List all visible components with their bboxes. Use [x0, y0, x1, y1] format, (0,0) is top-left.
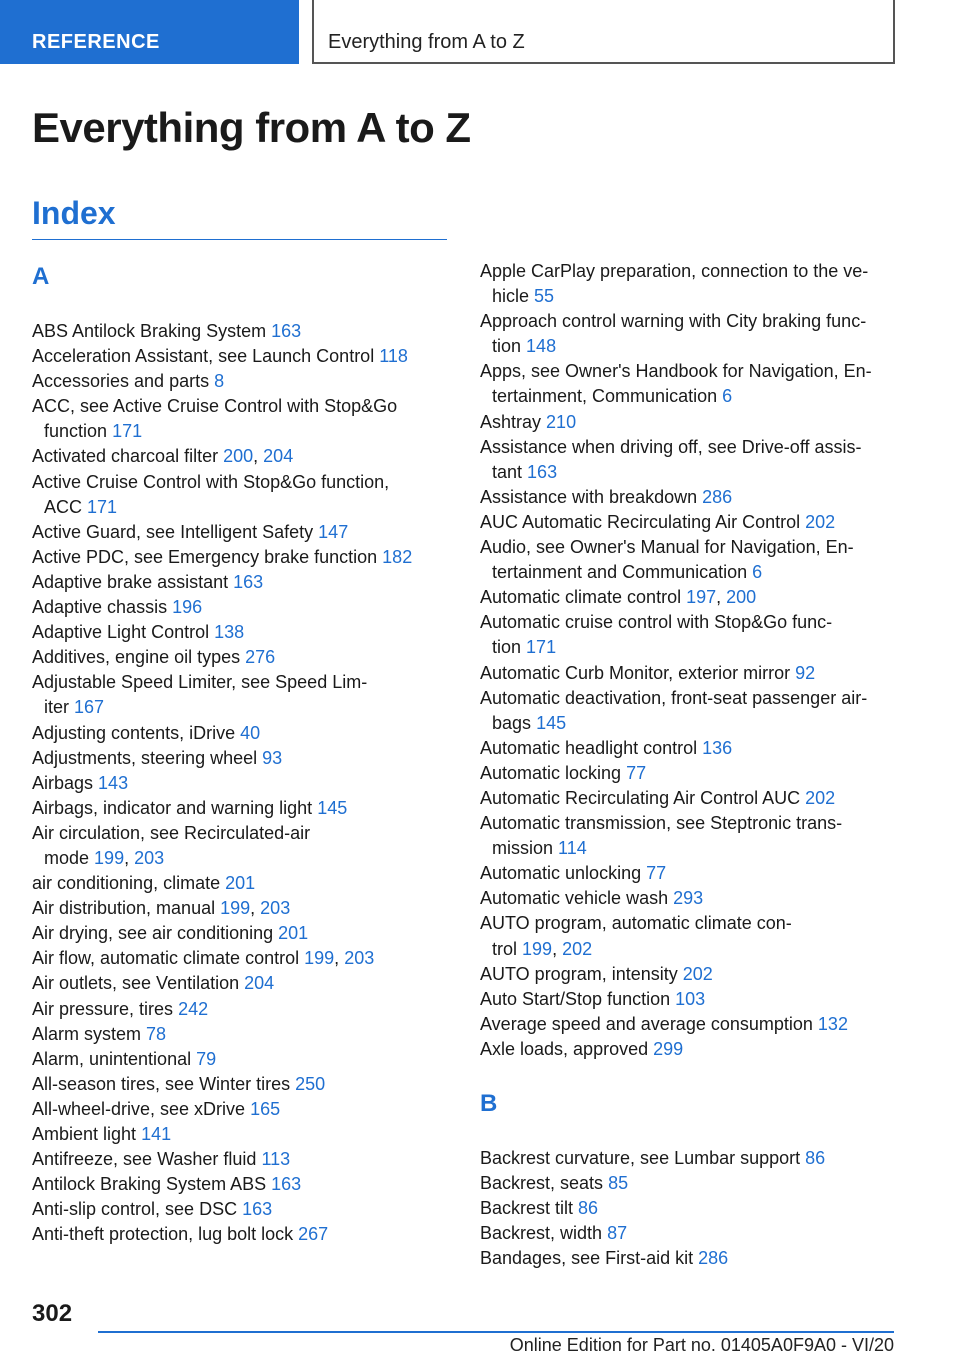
- page-reference-link[interactable]: 199: [94, 847, 125, 868]
- index-term-continued: tertainment and Communication: [492, 562, 748, 583]
- index-term: AUTO program, intensity: [480, 963, 678, 984]
- page-reference-link[interactable]: 293: [673, 888, 704, 909]
- index-entry: [480, 535, 896, 585]
- index-entry: [480, 1246, 896, 1271]
- index-term: Automatic unlocking: [480, 863, 642, 884]
- index-entry: [480, 962, 896, 987]
- index-term-continued: hicle: [492, 286, 530, 307]
- page-reference-link[interactable]: 79: [196, 1048, 217, 1069]
- index-term: Ambient light: [32, 1124, 137, 1144]
- index-entry: Air distribution, manual 199, 203: [32, 898, 291, 919]
- index-term: Airbags, indicator and warning light: [32, 797, 313, 818]
- index-term: Auto Start/Stop function: [480, 988, 671, 1009]
- page-reference-link[interactable]: 92: [795, 662, 816, 683]
- index-entry: [32, 470, 448, 520]
- index-term: Air pressure, tires: [32, 998, 174, 1019]
- index-term: Automatic Curb Monitor, exterior mirror: [480, 662, 791, 683]
- page-title: Everything from A to Z: [32, 104, 471, 151]
- index-entry: [480, 786, 896, 811]
- page-reference-link[interactable]: 163: [271, 1174, 302, 1195]
- index-term: Airbags: [32, 772, 94, 793]
- index-entry: [32, 1022, 448, 1047]
- page-reference-link[interactable]: 8: [214, 371, 225, 392]
- index-term: Active Guard, see Intelligent Safety: [32, 521, 314, 542]
- page-reference-link[interactable]: 202: [805, 511, 836, 532]
- page-reference-link[interactable]: 147: [318, 521, 349, 542]
- page-reference-link[interactable]: 250: [295, 1073, 326, 1094]
- index-term: Automatic Recirculating Air Control AUC: [480, 787, 801, 808]
- footer-divider: [98, 1331, 894, 1333]
- index-entry: [480, 987, 896, 1012]
- index-entry: [32, 971, 448, 996]
- page-reference-link[interactable]: 182: [382, 546, 413, 567]
- index-entry: [32, 344, 448, 369]
- index-term: Backrest, seats: [480, 1173, 604, 1194]
- index-term: Air outlets, see Ventilation: [32, 973, 240, 994]
- page-reference-link[interactable]: 163: [527, 461, 558, 482]
- page-reference-link[interactable]: 201: [278, 923, 309, 944]
- page-reference-link[interactable]: 118: [379, 346, 408, 367]
- page-reference-link[interactable]: 138: [214, 622, 245, 643]
- index-entry: [480, 811, 896, 861]
- index-entry: [32, 721, 448, 746]
- index-term-continued: function: [44, 421, 108, 442]
- index-entry: [480, 686, 896, 736]
- index-entry: [480, 309, 896, 359]
- index-entry: [32, 620, 448, 645]
- header-section-label: REFERENCE: [0, 0, 299, 64]
- page-reference-link[interactable]: 163: [242, 1199, 273, 1220]
- index-entry: [32, 394, 448, 444]
- index-entry: [32, 1122, 448, 1147]
- index-term: Air circulation, see Recirculated-air: [32, 822, 311, 843]
- page-reference-link[interactable]: 203: [134, 847, 165, 868]
- index-term: Automatic locking: [480, 762, 622, 783]
- page-reference-link[interactable]: 143: [98, 772, 129, 793]
- section-divider: [32, 239, 447, 240]
- page-reference-link[interactable]: 199: [304, 948, 335, 969]
- page-reference-link[interactable]: 202: [562, 938, 593, 959]
- index-term: Accessories and parts: [32, 371, 210, 392]
- page-reference-link[interactable]: 203: [344, 948, 375, 969]
- page-reference-link[interactable]: 165: [250, 1098, 281, 1119]
- index-term-continued: tant: [492, 461, 523, 482]
- index-term-continued: iter: [44, 697, 70, 718]
- page-reference-link[interactable]: 103: [675, 988, 706, 1009]
- index-term: Backrest, width: [480, 1223, 603, 1244]
- page-reference-link[interactable]: 6: [752, 562, 763, 583]
- index-entry: Air circulation, see Recirculated-air mode 199, 203: [32, 822, 311, 868]
- index-entry: [32, 746, 448, 771]
- section-title: Index: [32, 195, 116, 231]
- page-reference-link[interactable]: 196: [172, 597, 203, 618]
- index-term: Air flow, automatic climate control: [32, 948, 300, 969]
- index-entry: [32, 1072, 448, 1097]
- page-reference-link[interactable]: 77: [646, 863, 667, 884]
- index-entry: [480, 259, 896, 309]
- index-entry: [480, 610, 896, 660]
- index-entry: [480, 761, 896, 786]
- index-entry: [32, 1172, 448, 1197]
- index-term: Air distribution, manual: [32, 898, 216, 919]
- index-term: ACC, see Active Cruise Control with Stop&Go: [32, 396, 398, 417]
- index-entry: [32, 1197, 448, 1222]
- page-reference-link[interactable]: 141: [141, 1124, 172, 1144]
- index-term: Axle loads, approved: [480, 1038, 649, 1059]
- page-reference-link[interactable]: 78: [146, 1023, 167, 1044]
- index-term: Audio, see Owner's Manual for Navigation, En-: [480, 537, 854, 558]
- page-reference-link[interactable]: 136: [702, 737, 733, 758]
- page-reference-link[interactable]: 86: [805, 1148, 826, 1168]
- index-term-continued: trol: [492, 938, 518, 959]
- index-term: Assistance when driving off, see Drive-off assis-: [480, 436, 862, 457]
- index-letter-heading: B: [480, 1090, 498, 1117]
- index-term-continued: tertainment, Communication: [492, 386, 718, 407]
- index-entry: [32, 1047, 448, 1072]
- page-reference-link[interactable]: 87: [607, 1223, 628, 1244]
- page-reference-link[interactable]: 267: [298, 1224, 329, 1245]
- page-reference-link[interactable]: 202: [682, 963, 713, 984]
- index-term: Automatic vehicle wash: [480, 888, 669, 909]
- index-entry: [32, 997, 448, 1022]
- index-term-continued: bags: [492, 712, 532, 733]
- page-reference-link[interactable]: 242: [178, 998, 209, 1019]
- index-term: Automatic headlight control: [480, 737, 698, 758]
- page-reference-link[interactable]: 145: [536, 712, 567, 733]
- index-entry: [480, 410, 896, 435]
- page-reference-link[interactable]: 114: [558, 838, 587, 859]
- index-term: Additives, engine oil types: [32, 647, 241, 668]
- index-term: All-season tires, see Winter tires: [32, 1073, 291, 1094]
- page-reference-link[interactable]: 85: [608, 1173, 629, 1194]
- index-term-continued: mission: [492, 838, 554, 859]
- index-term: Antilock Braking System ABS: [32, 1174, 267, 1195]
- index-term: Alarm system: [32, 1023, 142, 1044]
- index-term: Automatic cruise control with Stop&Go func-: [480, 612, 833, 633]
- page-reference-link[interactable]: 286: [702, 486, 733, 507]
- page-reference-link[interactable]: 171: [112, 421, 143, 442]
- index-term: Backrest curvature, see Lumbar support: [480, 1148, 801, 1168]
- index-term: Average speed and average consumption: [480, 1013, 813, 1034]
- index-letter-heading: A: [32, 263, 50, 290]
- page-reference-link[interactable]: 6: [722, 386, 733, 407]
- index-term: Antifreeze, see Washer fluid: [32, 1149, 257, 1170]
- index-term-continued: tion: [492, 637, 522, 658]
- index-term: Acceleration Assistant, see Launch Control: [32, 346, 375, 367]
- page-reference-link[interactable]: 171: [87, 496, 118, 517]
- index-entry: [32, 545, 448, 570]
- index-entry: [480, 1196, 896, 1221]
- index-entry: [480, 1012, 896, 1037]
- index-term: Air drying, see air conditioning: [32, 923, 274, 944]
- index-term: air conditioning, climate: [32, 873, 221, 894]
- index-entry: [32, 771, 448, 796]
- page-reference-link[interactable]: 40: [240, 722, 261, 743]
- page-reference-link[interactable]: 55: [534, 286, 555, 307]
- index-term: AUTO program, automatic climate con-: [480, 913, 792, 934]
- page-reference-link[interactable]: 93: [262, 747, 283, 768]
- page-reference-link[interactable]: 132: [817, 1013, 848, 1034]
- index-term: Anti-theft protection, lug bolt lock: [32, 1224, 294, 1245]
- page-reference-link[interactable]: 148: [526, 336, 557, 357]
- index-term: All-wheel-drive, see xDrive: [32, 1098, 246, 1119]
- page-reference-link[interactable]: 286: [698, 1248, 729, 1269]
- index-entry: [32, 319, 448, 344]
- page-reference-link[interactable]: 86: [578, 1198, 599, 1219]
- index-term: Adaptive Light Control: [32, 622, 210, 643]
- index-term-continued: ACC: [44, 496, 83, 517]
- page-reference-link[interactable]: 203: [260, 898, 291, 919]
- header-chapter-label: Everything from A to Z: [312, 0, 895, 64]
- index-entry: [480, 510, 896, 535]
- index-entry: [32, 595, 448, 620]
- index-entry: [480, 359, 896, 409]
- index-term: Active PDC, see Emergency brake function: [32, 546, 378, 567]
- index-entry: [480, 861, 896, 886]
- index-term: Backrest tilt: [480, 1198, 574, 1219]
- index-entry: [480, 435, 896, 485]
- index-column-right: [480, 259, 896, 1271]
- index-entry: [32, 1097, 448, 1122]
- index-entry: [480, 1146, 896, 1171]
- page-reference-link[interactable]: 199: [522, 938, 553, 959]
- index-entry: [480, 736, 896, 761]
- index-entry: [32, 369, 448, 394]
- index-entry: AUTO program, automatic climate con- trol 199, 202: [480, 913, 792, 959]
- page-number: 302: [32, 1300, 73, 1327]
- index-term: Adaptive brake assistant: [32, 571, 229, 592]
- index-term: Automatic transmission, see Steptronic trans-: [480, 813, 843, 834]
- index-entry: Air flow, automatic climate control 199, 203: [32, 948, 375, 969]
- page-reference-link[interactable]: 197: [686, 587, 717, 608]
- index-column-left: [32, 263, 448, 1247]
- index-term: Ashtray: [480, 411, 542, 432]
- page-reference-link[interactable]: 202: [805, 787, 836, 808]
- index-term: Apple CarPlay preparation, connection to the ve-: [480, 261, 869, 281]
- index-term: AUC Automatic Recirculating Air Control: [480, 511, 801, 532]
- page-reference-link[interactable]: 171: [526, 637, 557, 658]
- index-entry: [32, 670, 448, 720]
- index-entry: [32, 570, 448, 595]
- page-reference-link[interactable]: 276: [245, 647, 276, 668]
- index-entry: [32, 871, 448, 896]
- index-entry: [32, 520, 448, 545]
- index-term: Anti-slip control, see DSC: [32, 1199, 238, 1220]
- index-term: Active Cruise Control with Stop&Go function,: [32, 471, 390, 492]
- page-reference-link[interactable]: 299: [653, 1038, 684, 1059]
- index-term: ABS Antilock Braking System: [32, 321, 267, 341]
- page-reference-link[interactable]: 204: [263, 446, 294, 467]
- footer-edition: Online Edition for Part no. 01405A0F9A0 - VI/20: [509, 1335, 894, 1355]
- index-entry: [32, 645, 448, 670]
- index-term: Automatic climate control: [480, 587, 682, 608]
- index-entry: [480, 1221, 896, 1246]
- index-entry: Automatic climate control 197, 200: [480, 587, 757, 608]
- index-term-continued: mode: [44, 847, 90, 868]
- page-reference-link[interactable]: 145: [317, 797, 348, 818]
- page-reference-link[interactable]: 200: [223, 446, 254, 467]
- index-term: Adjustable Speed Limiter, see Speed Lim-: [32, 672, 368, 693]
- page-reference-link[interactable]: 163: [271, 321, 302, 341]
- page-reference-link[interactable]: 210: [546, 411, 577, 432]
- index-term: Adaptive chassis: [32, 597, 168, 618]
- index-term: Adjusting contents, iDrive: [32, 722, 236, 743]
- page-reference-link[interactable]: 200: [726, 587, 757, 608]
- page-reference-link[interactable]: 163: [233, 571, 264, 592]
- index-term: Alarm, unintentional: [32, 1048, 192, 1069]
- index-term: Automatic deactivation, front-seat passenger air-: [480, 687, 868, 708]
- index-entry: [32, 1147, 448, 1172]
- index-entry: [480, 485, 896, 510]
- index-entry: [32, 1222, 448, 1247]
- index-term: Apps, see Owner's Handbook for Navigation, En-: [480, 361, 872, 382]
- page-reference-link[interactable]: 167: [74, 697, 105, 718]
- page-reference-link[interactable]: 204: [244, 973, 275, 994]
- index-term-continued: tion: [492, 336, 522, 357]
- page-reference-link[interactable]: 201: [225, 873, 256, 894]
- index-entry: [480, 886, 896, 911]
- index-term: Activated charcoal filter: [32, 446, 219, 467]
- index-term: Approach control warning with City braking func-: [480, 311, 867, 332]
- index-term: Adjustments, steering wheel: [32, 747, 258, 768]
- page-reference-link[interactable]: 113: [261, 1149, 291, 1170]
- index-entry: Activated charcoal filter 200, 204: [32, 446, 294, 467]
- index-term: Assistance with breakdown: [480, 486, 698, 507]
- index-entry: [32, 796, 448, 821]
- index-entry: [32, 921, 448, 946]
- index-entry: [480, 1171, 896, 1196]
- index-term: Bandages, see First-aid kit: [480, 1248, 694, 1269]
- page-reference-link[interactable]: 199: [220, 898, 251, 919]
- page-reference-link[interactable]: 77: [626, 762, 647, 783]
- index-entry: [480, 1037, 896, 1062]
- index-entry: [480, 661, 896, 686]
